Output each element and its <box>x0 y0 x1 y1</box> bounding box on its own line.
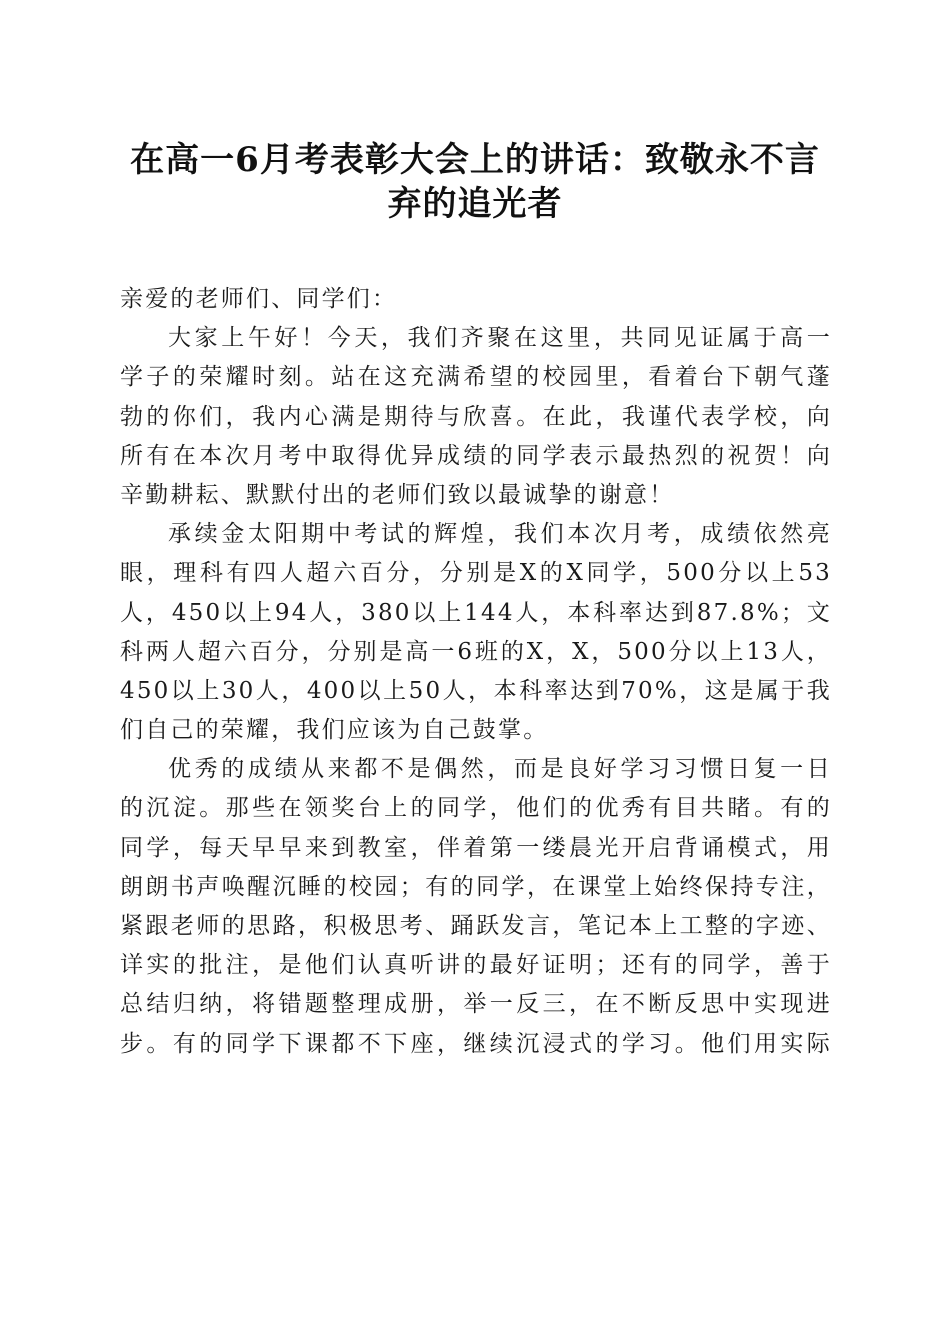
paragraph-line: 朗朗书声唤醒沉睡的校园；有的同学，在课堂上始终保持专注， <box>120 873 832 900</box>
paragraph-line: 所有在本次月考中取得优异成绩的同学表示最热烈的祝贺！向 <box>120 442 832 469</box>
paragraph-line: 总结归纳，将错题整理成册，举一反三，在不断反思中实现进 <box>120 991 832 1018</box>
paragraph-line: 优秀的成绩从来都不是偶然，而是良好学习习惯日复一日 <box>168 756 832 783</box>
paragraph-line: 眼，理科有四人超六百分，分别是X的X同学，500分以上53 <box>120 560 832 587</box>
paragraph-line: 大家上午好！今天，我们齐聚在这里，共同见证属于高一 <box>168 325 832 352</box>
paragraph-3 <box>120 750 832 1064</box>
paragraph-line: 紧跟老师的思路，积极思考、踊跃发言，笔记本上工整的字迹、 <box>120 913 832 939</box>
salutation: 亲爱的老师们、同学们： <box>120 286 398 312</box>
paragraph-line: 承续金太阳期中考试的辉煌，我们本次月考，成绩依然亮 <box>168 521 832 548</box>
paragraph-line: 同学，每天早早来到教室，伴着第一缕晨光开启背诵模式，用 <box>120 834 832 861</box>
paragraph-line: 450以上30人，400以上50人，本科率达到70%，这是属于我 <box>120 677 832 704</box>
paragraph-line: 勃的你们，我内心满是期待与欣喜。在此，我谨代表学校，向 <box>120 403 832 430</box>
paragraph-line: 们自己的荣耀，我们应该为自己鼓掌。 <box>120 717 549 744</box>
document-title <box>100 138 850 226</box>
title-line-1: 在高一6月考表彰大会上的讲话：致敬永不言 <box>130 140 820 180</box>
paragraph-line: 科两人超六百分，分别是高一6班的X，X，500分以上13人， <box>120 638 832 665</box>
paragraph-line: 人，450以上94人，380以上144人，本科率达到87.8%；文 <box>120 599 832 626</box>
paragraph-2 <box>120 515 832 750</box>
paragraph-1 <box>120 319 832 515</box>
paragraph-line: 学子的荣耀时刻。站在这充满希望的校园里，看着台下朝气蓬 <box>120 364 832 391</box>
paragraph-line: 辛勤耕耘、默默付出的老师们致以最诚挚的谢意！ <box>120 481 675 508</box>
title-line-2: 弃的追光者 <box>387 184 563 224</box>
document-body <box>120 280 832 1064</box>
paragraph-line: 步。有的同学下课都不下座，继续沉浸式的学习。他们用实际 <box>120 1030 832 1057</box>
paragraph-line: 的沉淀。那些在领奖台上的同学，他们的优秀有目共睹。有的 <box>120 795 832 822</box>
paragraph-line: 详实的批注，是他们认真听讲的最好证明；还有的同学，善于 <box>120 952 832 979</box>
